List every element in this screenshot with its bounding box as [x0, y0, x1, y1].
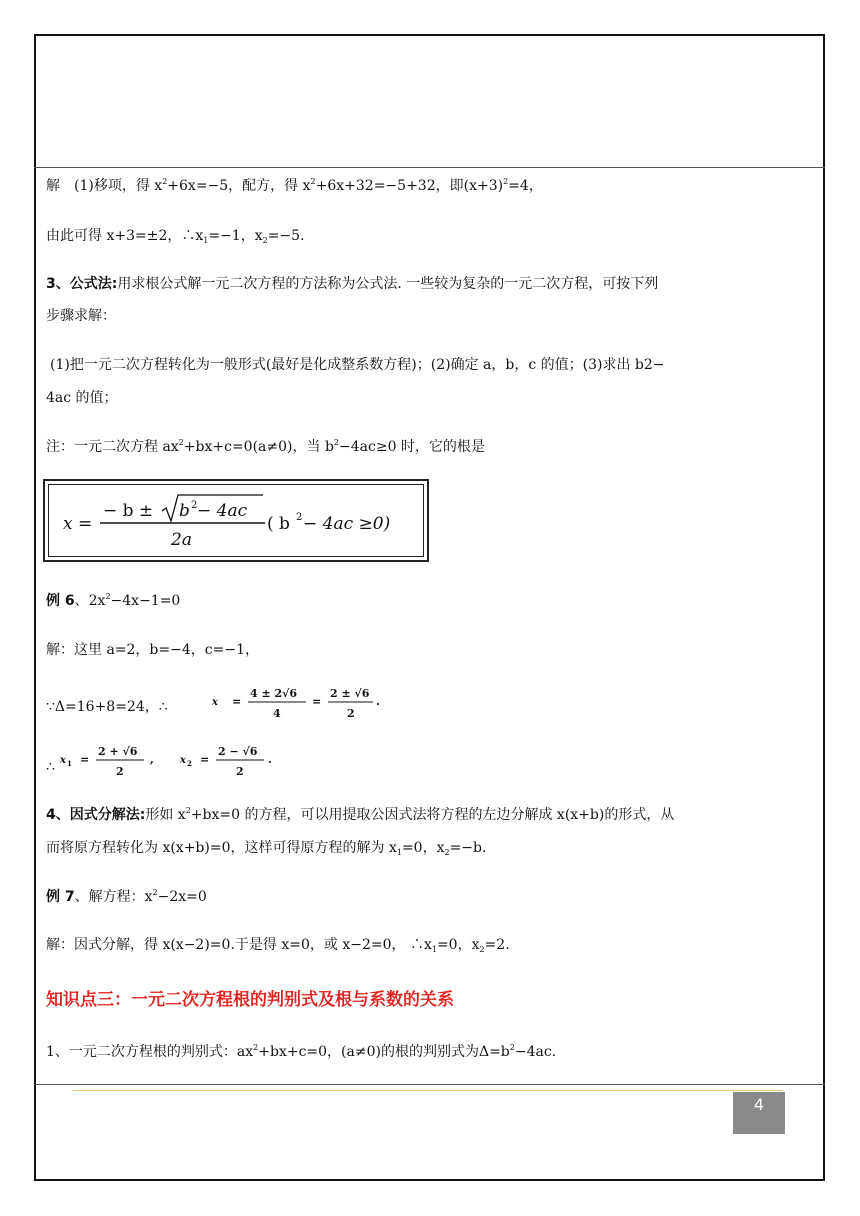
text: +bx+c=0(a≠0)，当 b — [183, 439, 334, 455]
formula-cond-open: ( b — [267, 514, 290, 534]
text: −4x−1=0 — [110, 593, 181, 609]
example-6-title: 例 6 — [46, 593, 75, 609]
math-eq: = — [312, 695, 322, 708]
math-num-2: 2 ± √6 — [330, 687, 370, 700]
example-6-roots-line — [46, 757, 55, 777]
section-4-title: 4、因式分解法: — [46, 807, 146, 823]
text: 、2x — [74, 593, 106, 609]
text: 1、一元二次方程根的判别式：ax — [46, 1044, 254, 1060]
text: (1)把一元二次方程转化为一般形式(最好是化成整系数方程)；(2)确定 a，b，c 的值；(3)求出 b2− — [50, 357, 665, 373]
text: =0，x — [401, 840, 445, 856]
steps-line-1 — [50, 355, 665, 375]
formula-rad-rest: − 4ac — [197, 501, 248, 521]
example-6-line — [46, 591, 180, 611]
text: −4ac≥0 时，它的根是 — [339, 439, 485, 455]
text: =−5. — [267, 228, 305, 244]
math-den-2: 2 — [347, 707, 355, 720]
math-sub: 1 — [67, 759, 72, 768]
text: 步骤求解： — [46, 308, 116, 324]
text: =2. — [484, 937, 510, 953]
sub: 2 — [479, 945, 485, 954]
section-4-line-1 — [46, 805, 674, 825]
text: ∵Δ=16+8=24，∴ — [46, 699, 168, 715]
text: =0，x — [436, 937, 480, 953]
math-x: x — [212, 697, 218, 708]
text: +bx+c=0，(a≠0)的根的判别式为Δ=b — [258, 1044, 510, 1060]
math-dot: . — [268, 753, 272, 766]
formula-numerator: − b ± — [103, 501, 154, 521]
math-x1: x — [60, 755, 66, 766]
text: 4ac 的值； — [46, 390, 118, 406]
example-6-fraction — [210, 684, 450, 724]
sup: 2 — [105, 592, 111, 601]
sup: 2 — [162, 177, 168, 186]
discriminant-line — [46, 1042, 556, 1062]
math-num-1: 4 ± 2√6 — [250, 687, 298, 700]
math-x2-num: 2 − √6 — [218, 745, 258, 758]
text: 解 (1)移项，得 x — [46, 178, 163, 194]
formula-x-eq: x = — [63, 514, 93, 534]
sup: 2 — [152, 888, 158, 897]
sub: 1 — [396, 848, 402, 857]
sup: 2 — [310, 177, 316, 186]
sup: 2 — [509, 1043, 515, 1052]
text: 解：这里 a=2，b=−4，c=−1， — [46, 642, 259, 658]
sup: 2 — [178, 438, 184, 447]
math-eq: = — [80, 753, 90, 766]
text: +bx=0 的方程，可以用提取公因式法将方程的左边分解成 x(x+b)的形式，从 — [190, 807, 675, 823]
text: −2x=0 — [157, 889, 207, 905]
math-sub: 2 — [187, 759, 192, 768]
section-3-title: 3、公式法: — [46, 276, 118, 292]
example-7-solution — [46, 935, 510, 955]
sup: 2 — [253, 1043, 259, 1052]
text: 而将原方程转化为 x(x+b)=0，这样可得原方程的解为 x — [46, 840, 397, 856]
footer-divider — [73, 1090, 783, 1091]
steps-line-2 — [46, 388, 118, 408]
math-den-1: 4 — [273, 707, 281, 720]
formula-denominator: 2a — [171, 530, 192, 550]
example-6-solution — [46, 640, 259, 660]
math-dot: . — [376, 695, 380, 708]
text: 、解方程：x — [74, 889, 153, 905]
section-3-text: 用求根公式解一元二次方程的方法称为公式法. 一些较为复杂的一元二次方程，可按下列 — [117, 276, 659, 292]
text: +6x=−5，配方，得 x — [167, 178, 311, 194]
math-x1-num: 2 + √6 — [98, 745, 138, 758]
quadratic-formula-box — [43, 479, 429, 562]
formula-cond-rest: − 4ac ≥0) — [303, 514, 391, 534]
sup: 2 — [333, 438, 340, 447]
text: =4， — [508, 178, 543, 194]
page-number: 4 — [733, 1092, 785, 1134]
formula-rad-sup: 2 — [191, 500, 198, 511]
math-eq: = — [232, 695, 242, 708]
text: +6x+32=−5+32，即(x+3) — [315, 178, 504, 194]
sup: 2 — [185, 806, 191, 815]
math-x2-den: 2 — [236, 765, 244, 778]
note-line — [46, 437, 485, 457]
sub: 1 — [203, 236, 209, 245]
text: =−1，x — [208, 228, 263, 244]
therefore-symbol: ∴ — [46, 759, 55, 775]
math-comma: , — [150, 753, 154, 766]
quadratic-formula — [45, 481, 427, 560]
text: 解：因式分解，得 x(x−2)=0.于是得 x=0，或 x−2=0， ∴x — [46, 937, 432, 953]
solution-line-1 — [46, 176, 543, 196]
text: −4ac. — [514, 1044, 557, 1060]
section-4-line-2 — [46, 838, 486, 858]
section-3-line-2 — [46, 306, 116, 326]
text: =−b. — [449, 840, 487, 856]
math-x1-den: 2 — [116, 765, 124, 778]
sub: 2 — [262, 236, 268, 245]
sub: 2 — [444, 848, 450, 857]
example-6-roots — [58, 742, 318, 782]
example-7-title: 例 7 — [46, 889, 75, 905]
example-7-line — [46, 887, 207, 907]
solution-line-2 — [46, 226, 305, 246]
knowledge-point-3-heading: 知识点三：一元二次方程根的判别式及根与系数的关系 — [46, 990, 454, 1010]
formula-cond-sup: 2 — [296, 512, 303, 523]
text: 形如 x — [145, 807, 186, 823]
text: 由此可得 x+3=±2，∴x — [46, 228, 204, 244]
text: 注：一元二次方程 ax — [46, 439, 179, 455]
section-3-title-line — [46, 274, 658, 294]
math-eq: = — [200, 753, 210, 766]
sup: 2 — [503, 177, 509, 186]
math-x2: x — [180, 755, 186, 766]
example-6-delta-line — [46, 697, 168, 717]
formula-rad-b: b — [179, 501, 190, 521]
sub: 1 — [431, 945, 437, 954]
